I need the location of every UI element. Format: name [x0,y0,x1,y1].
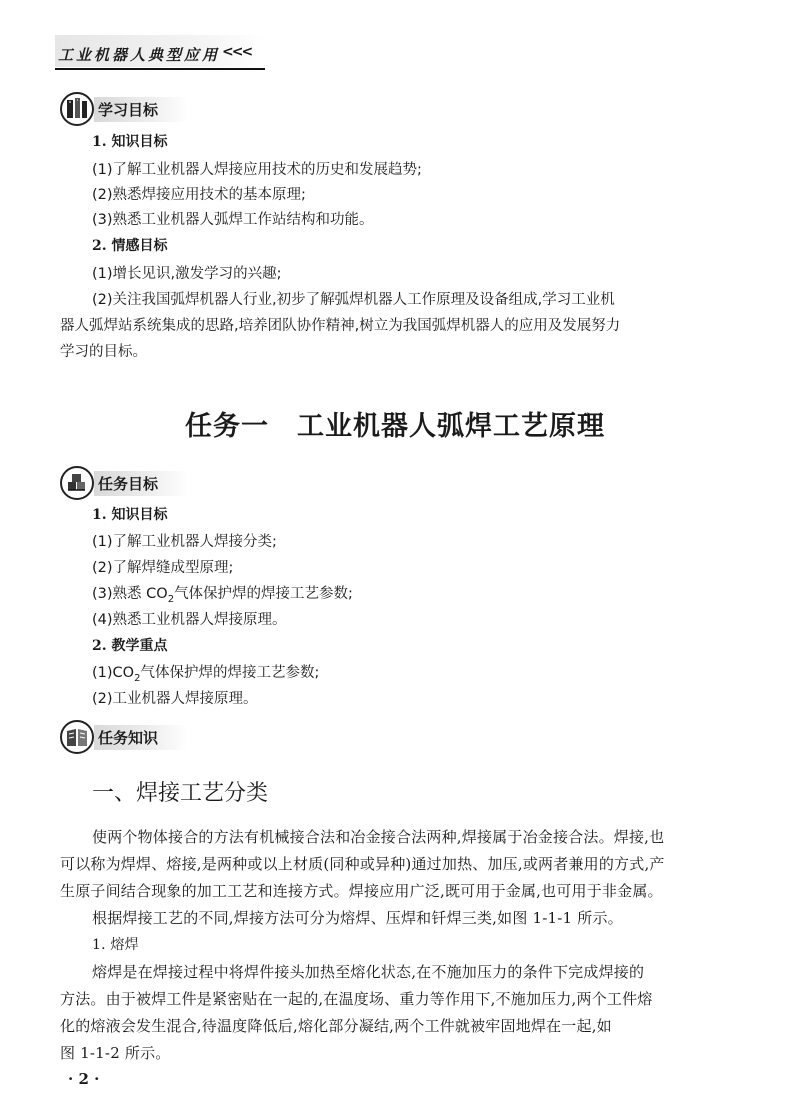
page-number: · 2 · [68,1070,100,1088]
paragraph-line: 学习的目标。 [60,344,147,360]
list-item: (1)了解工业机器人焊接分类; [92,534,277,550]
list-item: (1)增长见识,激发学习的兴趣; [92,266,282,282]
open-book-icon [60,720,94,754]
learning-goals-header [60,92,188,126]
running-header-title: 工业机器人典型应用 [58,46,221,64]
paragraph-line: (2)关注我国弧焊机器人行业,初步了解弧焊机器人工作原理及设备组成,学习工业机 [92,292,615,308]
subsection-heading: 1. 熔焊 [92,937,139,953]
task-knowledge-label: 任务知识 [94,725,188,750]
knowledge-goals-heading: 1. 知识目标 [92,134,168,150]
paragraph-line: 根据焊接工艺的不同,焊接方法可分为熔焊、压焊和钎焊三类,如图 1-1-1 所示。 [92,909,623,927]
teaching-focus-heading: 2. 教学重点 [92,638,168,654]
paragraph-line: 化的熔液会发生混合,待温度降低后,熔化部分凝结,两个工件就被牢固地焊在一起,如 [60,1017,612,1035]
paragraph-line: 熔焊是在焊接过程中将焊件接头加热至熔化状态,在不施加压力的条件下完成焊接的 [92,963,645,981]
list-item: (1)了解工业机器人焊接应用技术的历史和发展趋势; [92,162,422,178]
paragraph-line: 生原子间结合现象的加工工艺和连接方式。焊接应用广泛,既可用于金属,也可用于非金属。 [60,882,663,900]
list-item: (2)熟悉焊接应用技术的基本原理; [92,187,306,203]
paragraph-line: 器人弧焊站系统集成的思路,培养团队协作精神,树立为我国弧焊机器人的应用及发展努力 [60,318,621,334]
list-item: (4)熟悉工业机器人焊接原理。 [92,612,287,628]
task-goals-header [60,466,188,500]
learning-goals-label: 学习目标 [94,97,188,122]
paragraph-line: 图 1-1-2 所示。 [60,1044,171,1062]
knowledge-goals-heading: 1. 知识目标 [92,507,168,523]
emotion-goals-heading: 2. 情感目标 [92,238,168,254]
task-goals-label: 任务目标 [94,471,188,496]
paragraph-line: 可以称为焊焊、熔接,是两种或以上材质(同种或异种)通过加热、加压,或两者兼用的方式,产 [60,855,665,873]
paragraph-line: 使两个物体接合的方法有机械接合法和冶金接合法两种,焊接属于冶金接合法。焊接,也 [92,828,665,846]
paragraph-line: 方法。由于被焊工件是紧密贴在一起的,在温度场、重力等作用下,不施加压力,两个工件熔 [60,990,653,1008]
section-heading: 一、焊接工艺分类 [92,781,269,806]
task-knowledge-header [60,720,188,754]
running-header-arrows: <<< [222,44,252,60]
list-item: (2)工业机器人焊接原理。 [92,691,258,707]
list-item: (3)熟悉 $CO_2$气体保护焊的焊接工艺参数; [92,586,353,605]
book-icon [60,92,94,126]
list-item: (2)了解焊缝成型原理; [92,560,234,576]
list-item: (3)熟悉工业机器人弧焊工作站结构和功能。 [92,212,374,228]
task-title: 任务一 工业机器人弧焊工艺原理 [185,411,605,442]
header-rule [55,68,265,70]
building-blocks-icon [60,466,94,500]
list-item: $(1)CO_2$气体保护焊的焊接工艺参数; [92,665,320,684]
